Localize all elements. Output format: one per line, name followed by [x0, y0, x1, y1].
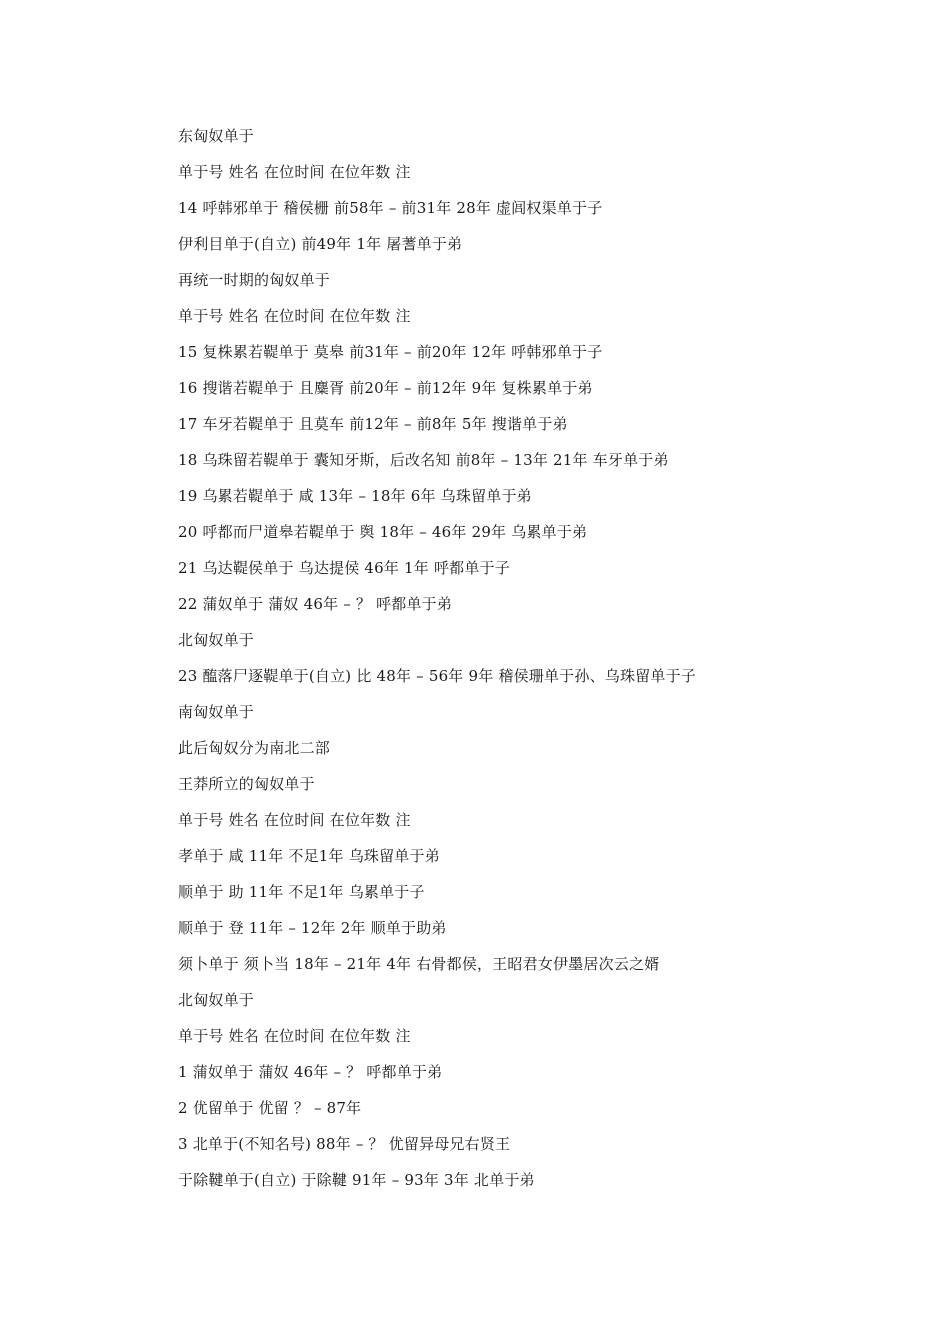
table-row: 伊利目单于(自立) 前49年 1年 屠蓍单于弟 [178, 235, 463, 253]
table-header-row: 单于号 姓名 在位时间 在位年数 注 [178, 163, 411, 181]
table-header-row: 单于号 姓名 在位时间 在位年数 注 [178, 1027, 411, 1045]
table-row: 14 呼韩邪单于 稽侯栅 前58年 – 前31年 28年 虚闾权渠单于子 [178, 199, 603, 217]
table-row: 21 乌达鞮侯单于 乌达提侯 46年 1年 呼都单于子 [178, 559, 510, 577]
table-row: 2 优留单于 优留 ？ – 87年 [178, 1099, 362, 1117]
section-heading: 东匈奴单于 [178, 127, 255, 145]
table-row: 16 搜谐若鞮单于 且麋胥 前20年 – 前12年 9年 复株累单于弟 [178, 379, 593, 397]
table-row: 孝单于 咸 11年 不足1年 乌珠留单于弟 [178, 847, 440, 865]
section-heading: 北匈奴单于 [178, 991, 255, 1009]
table-row: 20 呼都而尸道皋若鞮单于 舆 18年 – 46年 29年 乌累单于弟 [178, 523, 588, 541]
table-row: 22 蒲奴单于 蒲奴 46年 – ？ 呼都单于弟 [178, 595, 453, 613]
table-row: 3 北单于(不知名号) 88年 – ？ 优留异母兄右贤王 [178, 1135, 511, 1153]
table-row: 18 乌珠留若鞮单于 囊知牙斯，后改名知 前8年 – 13年 21年 车牙单于弟 [178, 451, 669, 469]
section-heading: 北匈奴单于 [178, 631, 255, 649]
document-body [178, 122, 918, 1202]
section-heading: 再统一时期的匈奴单于 [178, 271, 331, 289]
table-row: 23 醢落尸逐鞮单于(自立) 比 48年 – 56年 9年 稽侯珊单于孙、乌珠留单于子 [178, 667, 696, 685]
table-row: 1 蒲奴单于 蒲奴 46年 – ？ 呼都单于弟 [178, 1063, 443, 1081]
table-header-row: 单于号 姓名 在位时间 在位年数 注 [178, 307, 411, 325]
table-row: 须卜单于 须卜当 18年 – 21年 4年 右骨都侯，王昭君女伊墨居次云之婿 [178, 955, 660, 973]
section-heading: 南匈奴单于 [178, 703, 255, 721]
table-row: 17 车牙若鞮单于 且莫车 前12年 – 前8年 5年 搜谐单于弟 [178, 415, 568, 433]
table-row: 于除鞬单于(自立) 于除鞬 91年 – 93年 3年 北单于弟 [178, 1171, 535, 1189]
table-row: 15 复株累若鞮单于 莫皋 前31年 – 前20年 12年 呼韩邪单于子 [178, 343, 603, 361]
table-row: 顺单于 助 11年 不足1年 乌累单于子 [178, 883, 425, 901]
table-row: 19 乌累若鞮单于 咸 13年 – 18年 6年 乌珠留单于弟 [178, 487, 532, 505]
table-header-row: 单于号 姓名 在位时间 在位年数 注 [178, 811, 411, 829]
table-row: 顺单于 登 11年 – 12年 2年 顺单于助弟 [178, 919, 447, 937]
paragraph-text: 此后匈奴分为南北二部 [178, 739, 331, 757]
section-heading: 王莽所立的匈奴单于 [178, 775, 315, 793]
